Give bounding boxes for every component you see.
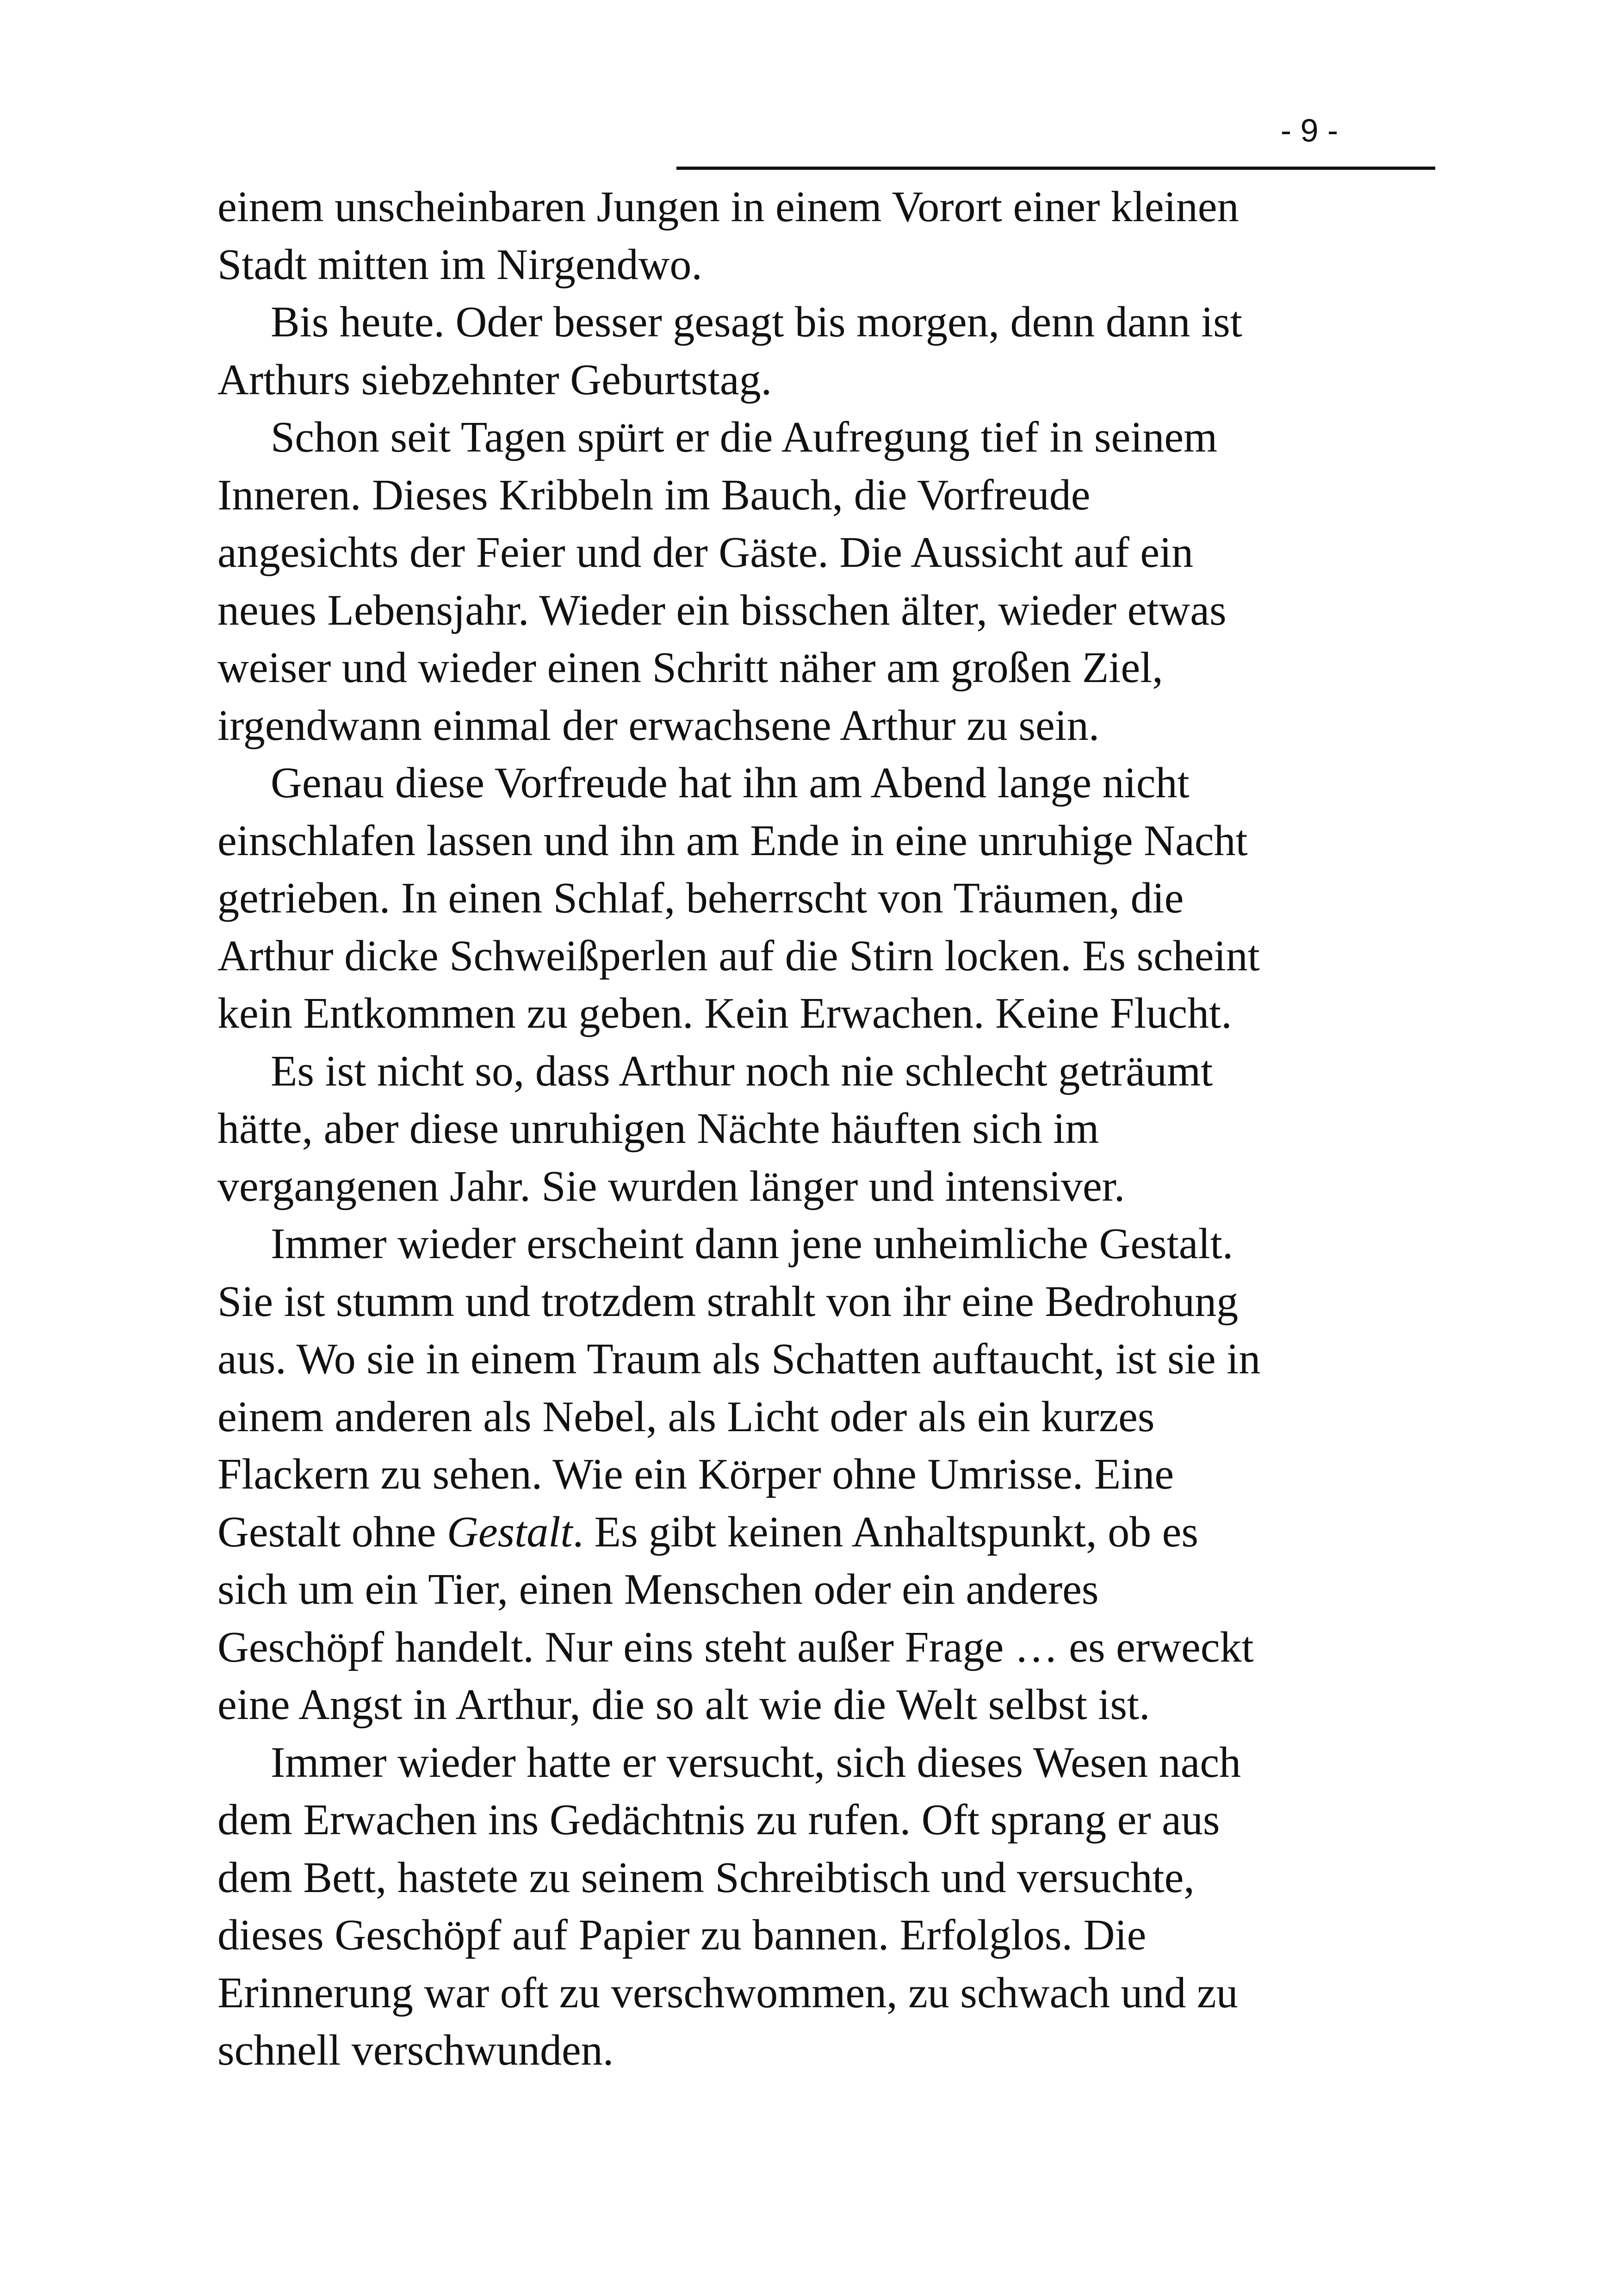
- header-rule: [676, 167, 1435, 170]
- text-line: neues Lebensjahr. Wieder ein bisschen älter, wieder etwas: [217, 586, 1227, 634]
- text-line: einem unscheinbaren Jungen in einem Vorort einer kleinen: [217, 183, 1239, 231]
- text-line: Immer wieder hatte er versucht, sich dieses Wesen nach: [271, 1738, 1241, 1787]
- text-line: Sie ist stumm und trotzdem strahlt von ihr eine Bedrohung: [217, 1277, 1239, 1326]
- text-line: vergangenen Jahr. Sie wurden länger und intensiver.: [217, 1162, 1125, 1210]
- text-line: kein Entkommen zu geben. Kein Erwachen. Keine Flucht.: [217, 989, 1232, 1037]
- text-line: angesichts der Feier und der Gäste. Die Aussicht auf ein: [217, 528, 1194, 577]
- text-line: Bis heute. Oder besser gesagt bis morgen, denn dann ist: [271, 298, 1242, 346]
- text-line: dem Bett, hastete zu seinem Schreibtisch und versuchte,: [217, 1853, 1195, 1902]
- paragraph-3: [217, 409, 1383, 754]
- text-line-with-italic: [217, 1503, 1383, 1561]
- paragraph-2: [217, 293, 1383, 409]
- text-line: Inneren. Dieses Kribbeln im Bauch, die Vorfreude: [217, 471, 1091, 519]
- paragraph-4: [217, 754, 1383, 1043]
- text-line: weiser und wieder einen Schritt näher am großen Ziel,: [217, 644, 1163, 692]
- text-line: schnell verschwunden.: [217, 2026, 614, 2074]
- page-number: - 9 -: [1280, 112, 1339, 149]
- text-line: Geschöpf handelt. Nur eins steht außer Frage … es erweckt: [217, 1623, 1254, 1671]
- text-line: dieses Geschöpf auf Papier zu bannen. Erfolglos. Die: [217, 1911, 1147, 1959]
- text-line: Arthur dicke Schweißperlen auf die Stirn locken. Es scheint: [217, 931, 1260, 980]
- paragraph-5: [217, 1043, 1383, 1216]
- paragraph-7: [217, 1734, 1383, 2079]
- text-span: . Es gibt keinen Anhaltspunkt, ob es: [572, 1508, 1198, 1556]
- body-text: [217, 178, 1383, 2079]
- text-span: Gestalt ohne: [217, 1508, 447, 1556]
- paragraph-1: [217, 178, 1383, 293]
- text-line: eine Angst in Arthur, die so alt wie die Welt selbst ist.: [217, 1681, 1150, 1729]
- text-line: Flackern zu sehen. Wie ein Körper ohne Umrisse. Eine: [217, 1450, 1174, 1498]
- text-line: sich um ein Tier, einen Menschen oder ein anderes: [217, 1565, 1099, 1613]
- text-line: einem anderen als Nebel, als Licht oder als ein kurzes: [217, 1392, 1155, 1441]
- text-line: Arthurs siebzehnter Geburtstag.: [217, 355, 772, 404]
- paragraph-6: [217, 1215, 1383, 1734]
- text-line: irgendwann einmal der erwachsene Arthur zu sein.: [217, 701, 1100, 750]
- text-line: Es ist nicht so, dass Arthur noch nie schlecht geträumt: [271, 1047, 1213, 1095]
- text-line: Schon seit Tagen spürt er die Aufregung tief in seinem: [271, 413, 1218, 461]
- text-line: einschlafen lassen und ihn am Ende in eine unruhige Nacht: [217, 816, 1248, 865]
- text-line: Genau diese Vorfreude hat ihn am Abend lange nicht: [271, 759, 1190, 807]
- text-line: getrieben. In einen Schlaf, beherrscht von Träumen, die: [217, 874, 1184, 922]
- text-line: Stadt mitten im Nirgendwo.: [217, 240, 702, 289]
- italic-word: Gestalt: [446, 1508, 573, 1556]
- text-line: Erinnerung war oft zu verschwommen, zu schwach und zu: [217, 1968, 1238, 2017]
- text-line: Immer wieder erscheint dann jene unheimliche Gestalt.: [271, 1220, 1234, 1268]
- text-line: aus. Wo sie in einem Traum als Schatten auftaucht, ist sie in: [217, 1335, 1261, 1383]
- text-line: hätte, aber diese unruhigen Nächte häuften sich im: [217, 1105, 1099, 1153]
- text-line: dem Erwachen ins Gedächtnis zu rufen. Oft sprang er aus: [217, 1796, 1220, 1844]
